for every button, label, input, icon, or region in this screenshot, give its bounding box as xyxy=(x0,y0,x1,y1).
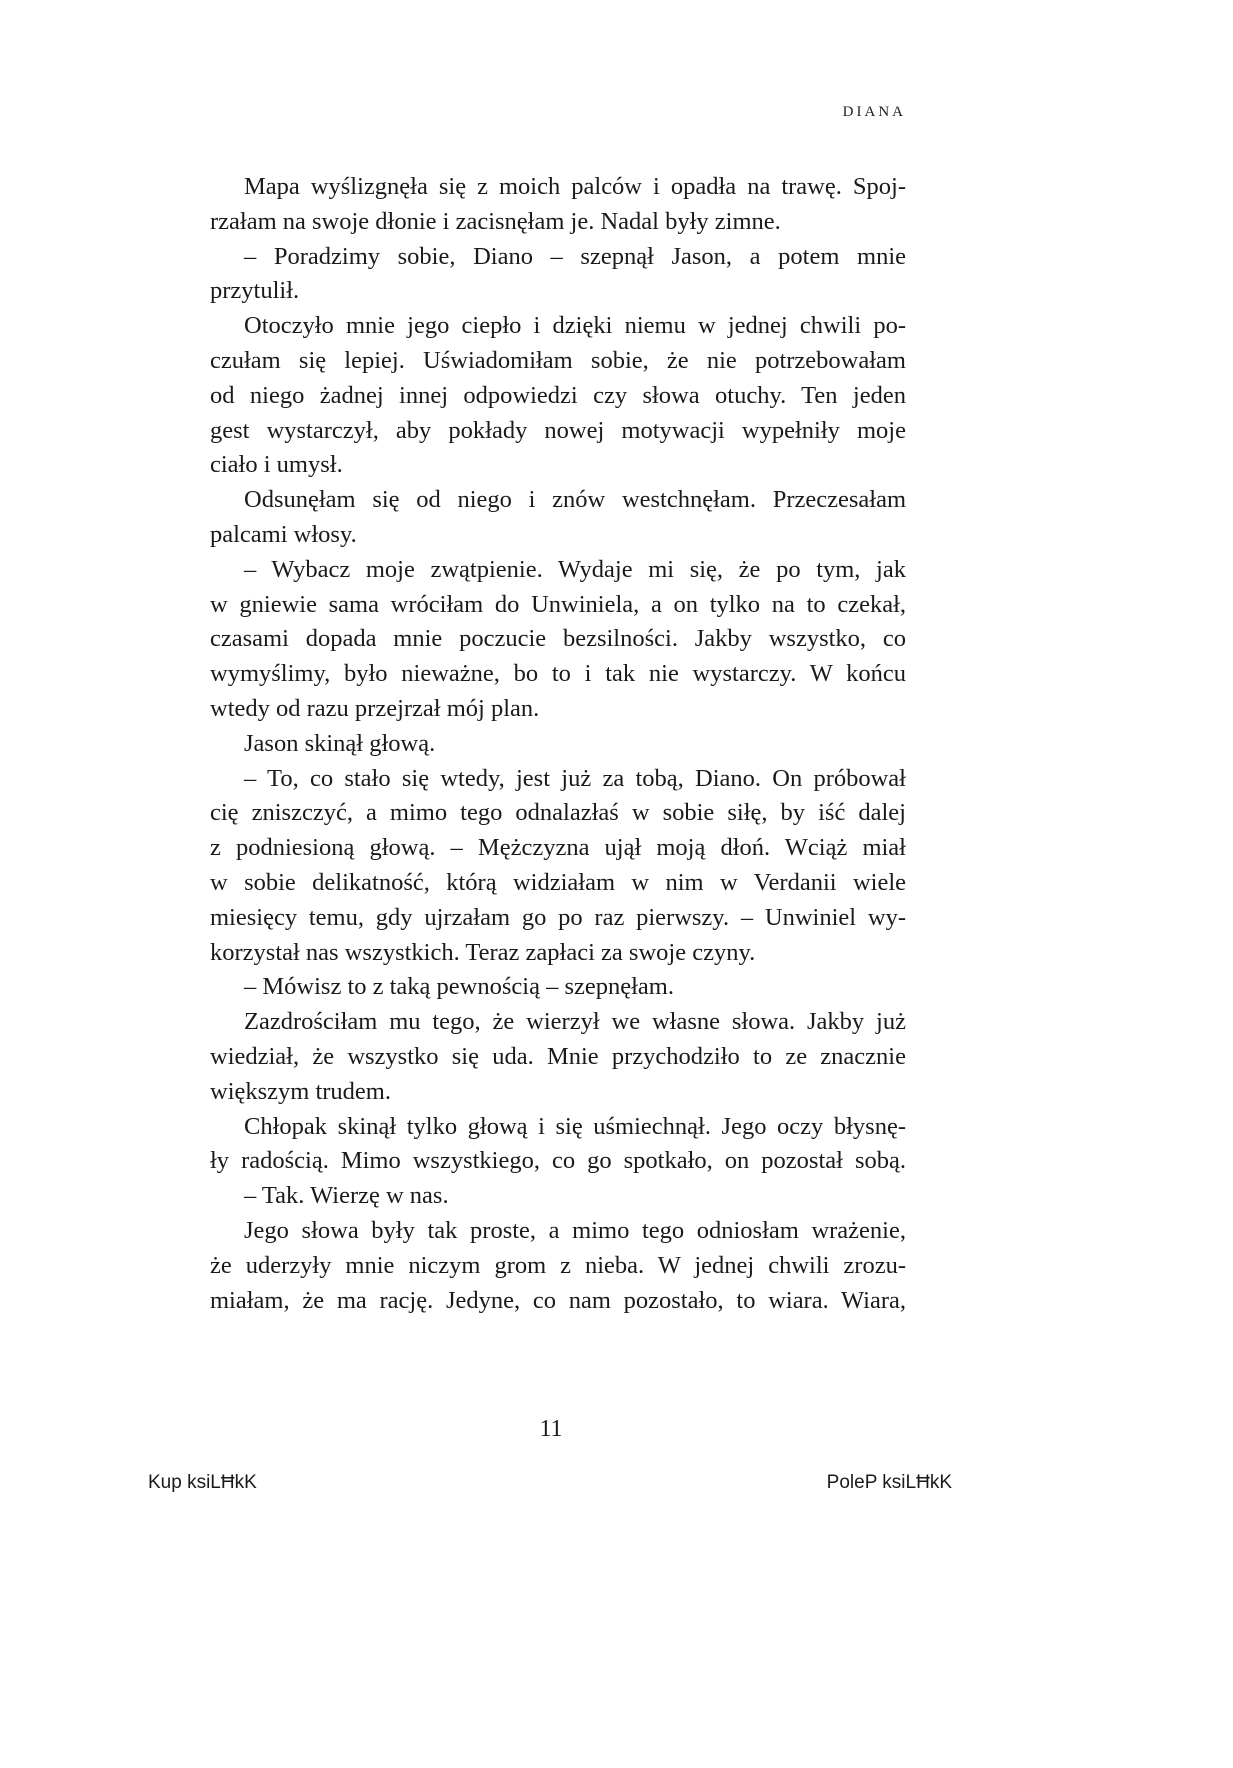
text-line: Odsunęłam się od niego i znów westchnęłam. Przeczesałam xyxy=(244,486,906,514)
text-line: Zazdrościłam mu tego, że wierzył we własne słowa. Jakby już xyxy=(244,1008,906,1036)
text-line: większym trudem. xyxy=(210,1077,391,1105)
text-line: – Poradzimy sobie, Diano – szepnął Jason, a potem mnie xyxy=(244,242,906,270)
text-line: – Tak. Wierzę w nas. xyxy=(244,1182,449,1210)
text-line: ły radością. Mimo wszystkiego, co go spotkało, on pozostał sobą. xyxy=(210,1147,906,1175)
text-line: w sobie delikatność, którą widziałam w nim w Verdanii wiele xyxy=(210,868,906,896)
text-line: Mapa wyślizgnęła się z moich palców i opadła na trawę. Spoj- xyxy=(244,173,906,200)
text-line: ciało i umysł. xyxy=(210,451,343,479)
recommend-book-link[interactable]: PoleP ksiLĦkK xyxy=(826,1472,952,1493)
text-line: wtedy od razu przejrzał mój plan. xyxy=(210,694,540,722)
text-line: cię zniszczyć, a mimo tego odnalazłaś w sobie siłę, by iść dalej xyxy=(210,799,906,827)
text-line: od niego żadnej innej odpowiedzi czy słowa otuchy. Ten jeden xyxy=(210,381,906,409)
text-line: – To, co stało się wtedy, jest już za tobą, Diano. On próbował xyxy=(244,764,906,792)
text-line: Jego słowa były tak proste, a mimo tego odniosłam wrażenie, xyxy=(244,1216,906,1244)
text-line: w gniewie sama wróciłam do Unwiniela, a on tylko na to czekał, xyxy=(210,590,906,618)
text-line: rzałam na swoje dłonie i zacisnęłam je. Nadal były zimne. xyxy=(210,207,781,235)
text-line: czułam się lepiej. Uświadomiłam sobie, że nie potrzebowałam xyxy=(210,346,906,374)
page-number: 11 xyxy=(539,1416,563,1442)
text-line: – Wybacz moje zwątpienie. Wydaje mi się, że po tym, jak xyxy=(244,555,906,583)
text-line: miałam, że ma rację. Jedyne, co nam pozostało, to wiara. Wiara, xyxy=(210,1286,906,1314)
text-line: gest wystarczył, aby pokłady nowej motywacji wypełniły moje xyxy=(210,416,906,444)
text-line: Otoczyło mnie jego ciepło i dzięki niemu w jednej chwili po- xyxy=(244,312,906,340)
text-line: palcami włosy. xyxy=(210,520,357,548)
text-line: – Mówisz to z taką pewnością – szepnęłam. xyxy=(244,973,674,1001)
text-line: z podniesioną głową. – Mężczyzna ujął moją dłoń. Wciąż miał xyxy=(210,834,906,862)
text-line: Chłopak skinął tylko głową i się uśmiechnął. Jego oczy błysnę- xyxy=(244,1112,906,1140)
text-line: miesięcy temu, gdy ujrzałam go po raz pierwszy. – Unwiniel wy- xyxy=(210,903,906,931)
text-line: wiedział, że wszystko się uda. Mnie przychodziło to ze znacznie xyxy=(210,1042,906,1070)
text-line: czasami dopada mnie poczucie bezsilności. Jakby wszystko, co xyxy=(210,625,906,653)
text-line: wymyślimy, było nieważne, bo to i tak nie wystarczy. W końcu xyxy=(210,660,906,688)
running-head: DIANA xyxy=(842,104,906,120)
text-line: przytulił. xyxy=(210,277,300,305)
text-line: Jason skinął głową. xyxy=(244,729,436,757)
text-line: że uderzyły mnie niczym grom z nieba. W jednej chwili zrozu- xyxy=(210,1251,906,1279)
buy-book-link[interactable]: Kup ksiLĦkK xyxy=(148,1472,257,1493)
text-line: korzystał nas wszystkich. Teraz zapłaci za swoje czyny. xyxy=(210,938,756,966)
body-text xyxy=(210,170,906,1318)
